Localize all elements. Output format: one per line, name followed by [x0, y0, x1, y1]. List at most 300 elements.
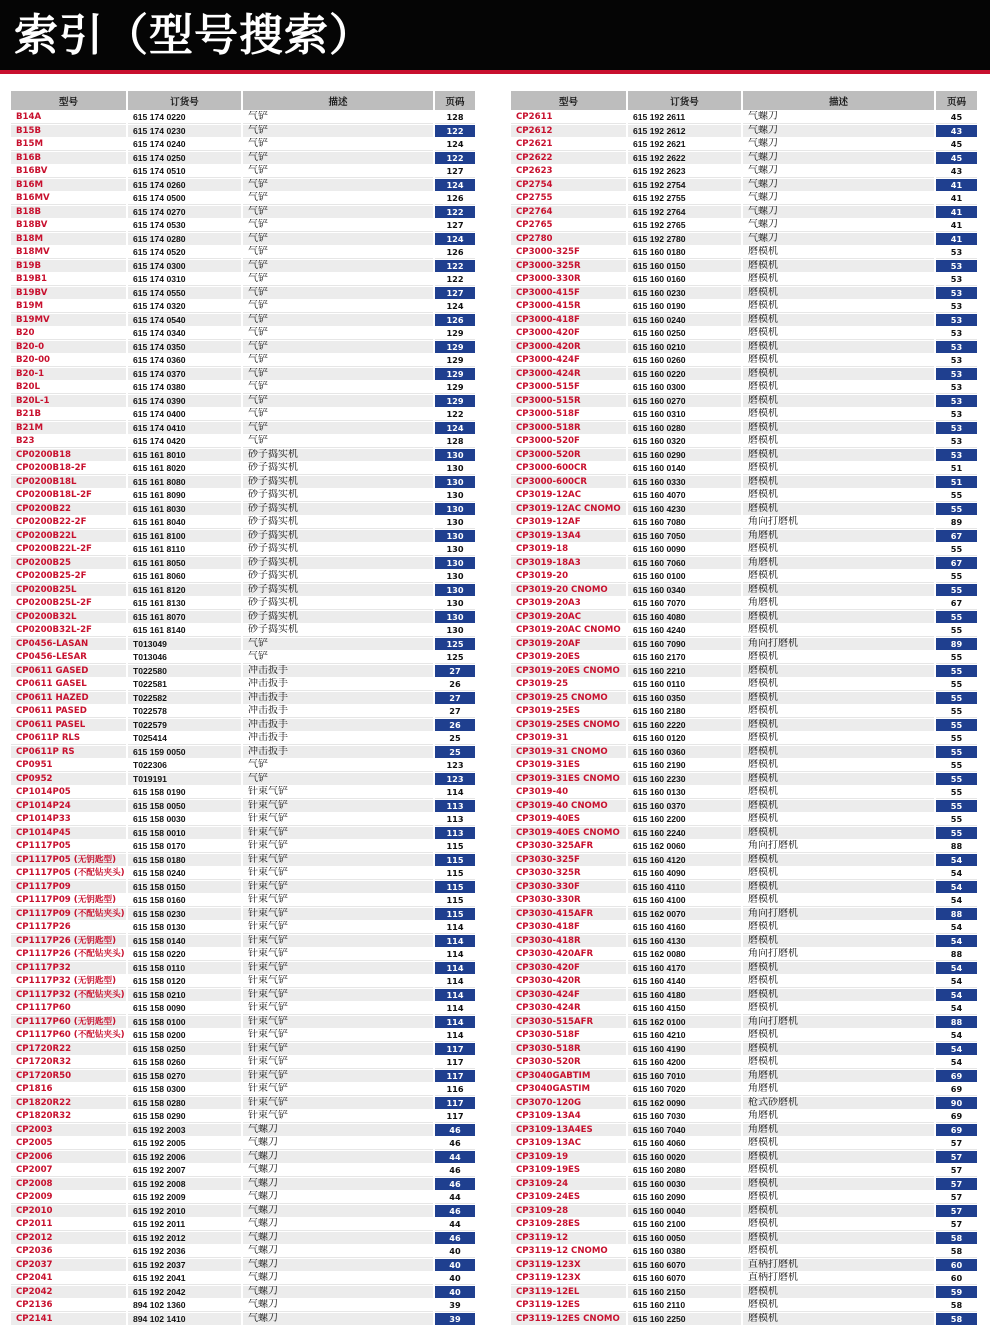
page-number-cell: 54 [935, 988, 977, 1002]
page-number-cell: 53 [935, 435, 977, 449]
order-number-cell: 615 160 0220 [627, 367, 742, 381]
description-cell: 角向打磨机 [742, 516, 935, 530]
page-number-cell: 90 [935, 1096, 977, 1110]
order-number-cell: 615 160 0320 [627, 435, 742, 449]
model-cell: CP3019-20AC [511, 610, 627, 624]
table-row [511, 232, 977, 246]
page-number-cell: 114 [434, 1002, 475, 1016]
table-row [11, 448, 475, 462]
order-number-cell: 615 160 7050 [627, 529, 742, 543]
order-number-cell: 894 102 1410 [127, 1312, 242, 1326]
description-cell: 气铲 [242, 246, 434, 260]
model-cell: CP1014P33 [11, 813, 127, 827]
model-cell: CP0200B25-2F [11, 570, 127, 584]
table-row [511, 624, 977, 638]
column-header-page: 页码 [434, 91, 475, 111]
description-cell: 砂子捣实机 [242, 448, 434, 462]
model-cell: B21M [11, 421, 127, 435]
table-row [11, 732, 475, 746]
table-row [511, 772, 977, 786]
description-cell: 角磨机 [742, 1083, 935, 1097]
table-row [11, 1285, 475, 1299]
table-row [11, 1299, 475, 1313]
description-cell: 针束气铲 [242, 1002, 434, 1016]
description-cell: 磨模机 [742, 394, 935, 408]
table-row [511, 327, 977, 341]
page-number-cell: 46 [434, 1137, 475, 1151]
order-number-cell: 615 161 8020 [127, 462, 242, 476]
table-row [511, 475, 977, 489]
model-cell: CP3030-518R [511, 1042, 627, 1056]
page-number-cell: 117 [434, 1042, 475, 1056]
page-number-cell: 58 [935, 1245, 977, 1259]
model-cell: B20 [11, 327, 127, 341]
order-number-cell: 615 160 4190 [627, 1042, 742, 1056]
model-cell: CP3019-18 [511, 543, 627, 557]
description-cell: 气铲 [242, 759, 434, 773]
column-header-order: 订货号 [127, 91, 242, 111]
order-number-cell: 615 160 2210 [627, 664, 742, 678]
description-cell: 角向打磨机 [742, 907, 935, 921]
table-row [511, 948, 977, 962]
table-row [511, 111, 977, 125]
model-cell: CP3019-20ES [511, 651, 627, 665]
order-number-cell: 615 174 0420 [127, 435, 242, 449]
order-number-cell: 615 192 2041 [127, 1272, 242, 1286]
model-cell: CP2611 [511, 111, 627, 125]
page-number-cell: 125 [434, 651, 475, 665]
page-number-cell: 115 [434, 867, 475, 881]
description-cell: 气螺刀 [742, 192, 935, 206]
description-cell: 磨模机 [742, 1164, 935, 1178]
order-number-cell: 615 192 2012 [127, 1231, 242, 1245]
page-number-cell: 115 [434, 907, 475, 921]
order-number-cell: 615 160 4080 [627, 610, 742, 624]
page-number-cell: 130 [434, 475, 475, 489]
order-number-cell: 615 158 0190 [127, 786, 242, 800]
description-cell: 冲击扳手 [242, 705, 434, 719]
table-row [11, 1258, 475, 1272]
model-cell: B19BV [11, 286, 127, 300]
table-row [511, 1002, 977, 1016]
order-number-cell: 615 161 8130 [127, 597, 242, 611]
table-row [11, 1029, 475, 1043]
model-cell: CP0200B25 [11, 556, 127, 570]
model-cell: CP3019-31ES CNOMO [511, 772, 627, 786]
description-cell: 磨模机 [742, 300, 935, 314]
page-number-cell: 115 [434, 840, 475, 854]
model-cell: CP3019-12AF [511, 516, 627, 530]
order-number-cell: 615 160 4060 [627, 1137, 742, 1151]
model-cell: CP2009 [11, 1191, 127, 1205]
model-cell: CP1117P32 [11, 961, 127, 975]
order-number-cell: 615 160 0120 [627, 732, 742, 746]
model-cell: CP2764 [511, 205, 627, 219]
table-row [11, 988, 475, 1002]
table-header-row [511, 91, 977, 111]
model-cell: CP0200B22L-2F [11, 543, 127, 557]
model-cell: CP2780 [511, 232, 627, 246]
page-number-cell: 27 [434, 705, 475, 719]
page-number-cell: 124 [434, 138, 475, 152]
table-row [11, 1177, 475, 1191]
order-number-cell: 615 158 0270 [127, 1069, 242, 1083]
order-number-cell: 615 174 0310 [127, 273, 242, 287]
description-cell: 磨模机 [742, 813, 935, 827]
table-row [11, 799, 475, 813]
page-number-cell: 124 [434, 232, 475, 246]
order-number-cell: 615 160 0280 [627, 421, 742, 435]
description-cell: 角向打磨机 [742, 1015, 935, 1029]
order-number-cell: 615 160 4240 [627, 624, 742, 638]
order-number-cell: 615 192 2011 [127, 1218, 242, 1232]
table-row [511, 462, 977, 476]
model-cell: CP3000-330R [511, 273, 627, 287]
model-cell: CP3030-325AFR [511, 840, 627, 854]
order-number-cell: 615 160 4140 [627, 975, 742, 989]
order-number-cell: 615 158 0090 [127, 1002, 242, 1016]
description-cell: 气螺刀 [242, 1245, 434, 1259]
order-number-cell: 615 160 0250 [627, 327, 742, 341]
page-number-cell: 129 [434, 327, 475, 341]
model-cell: B16M [11, 178, 127, 192]
model-cell: CP3019-40ES CNOMO [511, 826, 627, 840]
page-number-cell: 55 [935, 813, 977, 827]
description-cell: 磨模机 [742, 381, 935, 395]
table-row [511, 435, 977, 449]
table-row [11, 502, 475, 516]
order-number-cell: 615 158 0260 [127, 1056, 242, 1070]
model-cell: CP3000-424R [511, 367, 627, 381]
model-cell: CP3070-120G [511, 1096, 627, 1110]
page-number-cell: 130 [434, 556, 475, 570]
description-cell: 针束气铲 [242, 921, 434, 935]
description-cell: 角磨机 [742, 1123, 935, 1137]
page-number-cell: 45 [935, 138, 977, 152]
model-cell: B20L-1 [11, 394, 127, 408]
page-number-cell: 55 [935, 732, 977, 746]
table-row [11, 772, 475, 786]
description-cell: 角磨机 [742, 1069, 935, 1083]
table-row [11, 219, 475, 233]
order-number-cell: 615 160 6070 [627, 1272, 742, 1286]
description-cell: 磨模机 [742, 691, 935, 705]
model-cell: CP3000-325F [511, 246, 627, 260]
page-number-cell: 55 [935, 624, 977, 638]
table-row [511, 1110, 977, 1124]
order-number-cell: 615 160 2090 [627, 1191, 742, 1205]
description-cell: 气铲 [242, 165, 434, 179]
description-cell: 砂子捣实机 [242, 543, 434, 557]
description-cell: 针束气铲 [242, 840, 434, 854]
page-number-cell: 130 [434, 570, 475, 584]
page-number-cell: 114 [434, 1029, 475, 1043]
model-cell: CP3119-12 CNOMO [511, 1245, 627, 1259]
table-row [511, 907, 977, 921]
page-number-cell: 57 [935, 1191, 977, 1205]
description-cell: 磨模机 [742, 543, 935, 557]
table-row [511, 138, 977, 152]
table-row [511, 1056, 977, 1070]
description-cell: 针束气铲 [242, 948, 434, 962]
table-row [11, 259, 475, 273]
page-number-cell: 54 [935, 880, 977, 894]
page-number-cell: 130 [434, 502, 475, 516]
order-number-cell: 615 158 0200 [127, 1029, 242, 1043]
model-cell: CP0200B22-2F [11, 516, 127, 530]
table-row [511, 894, 977, 908]
order-number-cell: 615 158 0030 [127, 813, 242, 827]
table-row [511, 354, 977, 368]
order-number-cell: 615 161 8100 [127, 529, 242, 543]
table-row [511, 516, 977, 530]
table-row [11, 165, 475, 179]
page-number-cell: 26 [434, 718, 475, 732]
page-number-cell: 55 [935, 799, 977, 813]
table-row [511, 745, 977, 759]
order-number-cell: 615 160 2190 [627, 759, 742, 773]
order-number-cell: 615 160 7080 [627, 516, 742, 530]
order-number-cell: 615 162 0080 [627, 948, 742, 962]
model-cell: CP3019-25 CNOMO [511, 691, 627, 705]
description-cell: 直柄打磨机 [742, 1272, 935, 1286]
table-row [11, 1069, 475, 1083]
description-cell: 气铲 [242, 192, 434, 206]
order-number-cell: T022581 [127, 678, 242, 692]
column-header-desc: 描述 [242, 91, 434, 111]
model-cell: CP1014P05 [11, 786, 127, 800]
order-number-cell: 894 102 1360 [127, 1299, 242, 1313]
description-cell: 气铲 [242, 259, 434, 273]
table-row [11, 840, 475, 854]
order-number-cell: T022582 [127, 691, 242, 705]
description-cell: 磨模机 [742, 246, 935, 260]
table-row [511, 151, 977, 165]
page-number-cell: 89 [935, 516, 977, 530]
table-row [11, 1164, 475, 1178]
order-number-cell: 615 158 0150 [127, 880, 242, 894]
table-row [11, 124, 475, 138]
model-cell: CP2003 [11, 1123, 127, 1137]
page-number-cell: 67 [935, 597, 977, 611]
order-number-cell: 615 174 0300 [127, 259, 242, 273]
page-number-cell: 130 [434, 583, 475, 597]
table-row [11, 907, 475, 921]
model-cell: CP3000-600CR [511, 462, 627, 476]
table-row [511, 934, 977, 948]
page-number-cell: 39 [434, 1299, 475, 1313]
order-number-cell: 615 160 7010 [627, 1069, 742, 1083]
description-cell: 角磨机 [742, 597, 935, 611]
table-row [11, 1056, 475, 1070]
description-cell: 角磨机 [742, 556, 935, 570]
table-row [511, 219, 977, 233]
description-cell: 磨模机 [742, 975, 935, 989]
description-cell: 针束气铲 [242, 1029, 434, 1043]
model-cell: B19B [11, 259, 127, 273]
order-number-cell: 615 161 8040 [127, 516, 242, 530]
model-cell: CP2036 [11, 1245, 127, 1259]
table-row [11, 246, 475, 260]
model-cell: CP3000-515R [511, 394, 627, 408]
column-header-model: 型号 [11, 91, 127, 111]
order-number-cell: 615 160 7030 [627, 1110, 742, 1124]
description-cell: 磨模机 [742, 448, 935, 462]
model-cell: CP0200B25L-2F [11, 597, 127, 611]
order-number-cell: 615 160 2180 [627, 705, 742, 719]
description-cell: 磨模机 [742, 570, 935, 584]
order-number-cell: 615 160 2230 [627, 772, 742, 786]
model-cell: CP3109-19ES [511, 1164, 627, 1178]
table-row [511, 975, 977, 989]
page-number-cell: 129 [434, 340, 475, 354]
model-cell: CP3000-520R [511, 448, 627, 462]
table-row [11, 178, 475, 192]
page-number-cell: 41 [935, 205, 977, 219]
description-cell: 角磨机 [742, 529, 935, 543]
order-number-cell: T022580 [127, 664, 242, 678]
description-cell: 砂子捣实机 [242, 556, 434, 570]
table-row [511, 1191, 977, 1205]
description-cell: 磨模机 [742, 961, 935, 975]
description-cell: 气螺刀 [742, 138, 935, 152]
description-cell: 砂子捣实机 [242, 597, 434, 611]
description-cell: 针束气铲 [242, 907, 434, 921]
table-row [11, 138, 475, 152]
order-number-cell: 615 160 0380 [627, 1245, 742, 1259]
description-cell: 气螺刀 [242, 1177, 434, 1191]
table-row [11, 583, 475, 597]
model-cell: CP3030-330R [511, 894, 627, 908]
model-cell: CP1720R50 [11, 1069, 127, 1083]
page-number-cell: 123 [434, 772, 475, 786]
model-cell: CP3000-415F [511, 286, 627, 300]
order-number-cell: 615 192 2005 [127, 1137, 242, 1151]
description-cell: 气螺刀 [742, 178, 935, 192]
order-number-cell: 615 160 0160 [627, 273, 742, 287]
page-number-cell: 88 [935, 1015, 977, 1029]
model-cell: CP1117P05 (不配钻夹头) [11, 867, 127, 881]
page-number-cell: 130 [434, 489, 475, 503]
description-cell: 磨模机 [742, 340, 935, 354]
description-cell: 角向打磨机 [742, 840, 935, 854]
table-row [511, 853, 977, 867]
page-number-cell: 53 [935, 408, 977, 422]
page-number-cell: 60 [935, 1258, 977, 1272]
order-number-cell: 615 192 2008 [127, 1177, 242, 1191]
model-cell: CP3019-20AC CNOMO [511, 624, 627, 638]
description-cell: 磨模机 [742, 313, 935, 327]
model-cell: CP3019-20ES CNOMO [511, 664, 627, 678]
description-cell: 砂子捣实机 [242, 462, 434, 476]
model-cell: CP3040GABTIM [511, 1069, 627, 1083]
index-table-right [511, 91, 977, 1326]
page-number-cell: 54 [935, 975, 977, 989]
order-number-cell: 615 160 4210 [627, 1029, 742, 1043]
description-cell: 气螺刀 [242, 1312, 434, 1326]
order-number-cell: 615 158 0160 [127, 894, 242, 908]
model-cell: B16MV [11, 192, 127, 206]
page-number-cell: 44 [434, 1150, 475, 1164]
table-row [511, 718, 977, 732]
description-cell: 磨模机 [742, 273, 935, 287]
page-number-cell: 130 [434, 529, 475, 543]
model-cell: CP1117P09 [11, 880, 127, 894]
model-cell: CP3119-123X [511, 1272, 627, 1286]
order-number-cell: 615 158 0290 [127, 1110, 242, 1124]
description-cell: 气铲 [242, 300, 434, 314]
model-cell: CP3019-25ES CNOMO [511, 718, 627, 732]
table-row [11, 570, 475, 584]
model-cell: CP3019-20AF [511, 637, 627, 651]
description-cell: 气铲 [242, 313, 434, 327]
model-cell: CP3030-420F [511, 961, 627, 975]
model-cell: CP3019-12AC CNOMO [511, 502, 627, 516]
order-number-cell: 615 174 0380 [127, 381, 242, 395]
page-number-cell: 116 [434, 1083, 475, 1097]
model-cell: CP2042 [11, 1285, 127, 1299]
order-number-cell: 615 160 0330 [627, 475, 742, 489]
model-cell: CP1117P05 [11, 840, 127, 854]
page-number-cell: 53 [935, 300, 977, 314]
model-cell: CP0611 GASED [11, 664, 127, 678]
table-row [511, 529, 977, 543]
model-cell: CP2005 [11, 1137, 127, 1151]
model-cell: CP3019-25 [511, 678, 627, 692]
description-cell: 气铲 [242, 219, 434, 233]
table-row [511, 637, 977, 651]
page-header [0, 0, 990, 74]
table-row [11, 516, 475, 530]
description-cell: 磨模机 [742, 1150, 935, 1164]
model-cell: CP3000-325R [511, 259, 627, 273]
table-row [11, 745, 475, 759]
order-number-cell: 615 192 2765 [627, 219, 742, 233]
order-number-cell: 615 161 8070 [127, 610, 242, 624]
description-cell: 磨模机 [742, 435, 935, 449]
page-number-cell: 54 [935, 894, 977, 908]
page-number-cell: 54 [935, 1042, 977, 1056]
table-row [511, 1096, 977, 1110]
page-number-cell: 124 [434, 178, 475, 192]
description-cell: 磨模机 [742, 610, 935, 624]
description-cell: 磨模机 [742, 1056, 935, 1070]
column-header-model: 型号 [511, 91, 627, 111]
order-number-cell: 615 158 0300 [127, 1083, 242, 1097]
model-cell: CP3019-31 [511, 732, 627, 746]
description-cell: 气螺刀 [242, 1272, 434, 1286]
description-cell: 气铲 [242, 205, 434, 219]
table-row [11, 300, 475, 314]
model-cell: CP3000-420F [511, 327, 627, 341]
order-number-cell: 615 160 4130 [627, 934, 742, 948]
table-row [11, 354, 475, 368]
table-row [511, 367, 977, 381]
order-number-cell: 615 160 0190 [627, 300, 742, 314]
table-row [511, 691, 977, 705]
description-cell: 磨模机 [742, 1204, 935, 1218]
model-cell: B15M [11, 138, 127, 152]
order-number-cell: 615 160 0240 [627, 313, 742, 327]
page-number-cell: 88 [935, 907, 977, 921]
model-cell: CP2011 [11, 1218, 127, 1232]
order-number-cell: 615 161 8060 [127, 570, 242, 584]
table-row [511, 786, 977, 800]
order-number-cell: 615 174 0370 [127, 367, 242, 381]
table-row [11, 556, 475, 570]
table-row [11, 637, 475, 651]
order-number-cell: 615 162 0100 [627, 1015, 742, 1029]
